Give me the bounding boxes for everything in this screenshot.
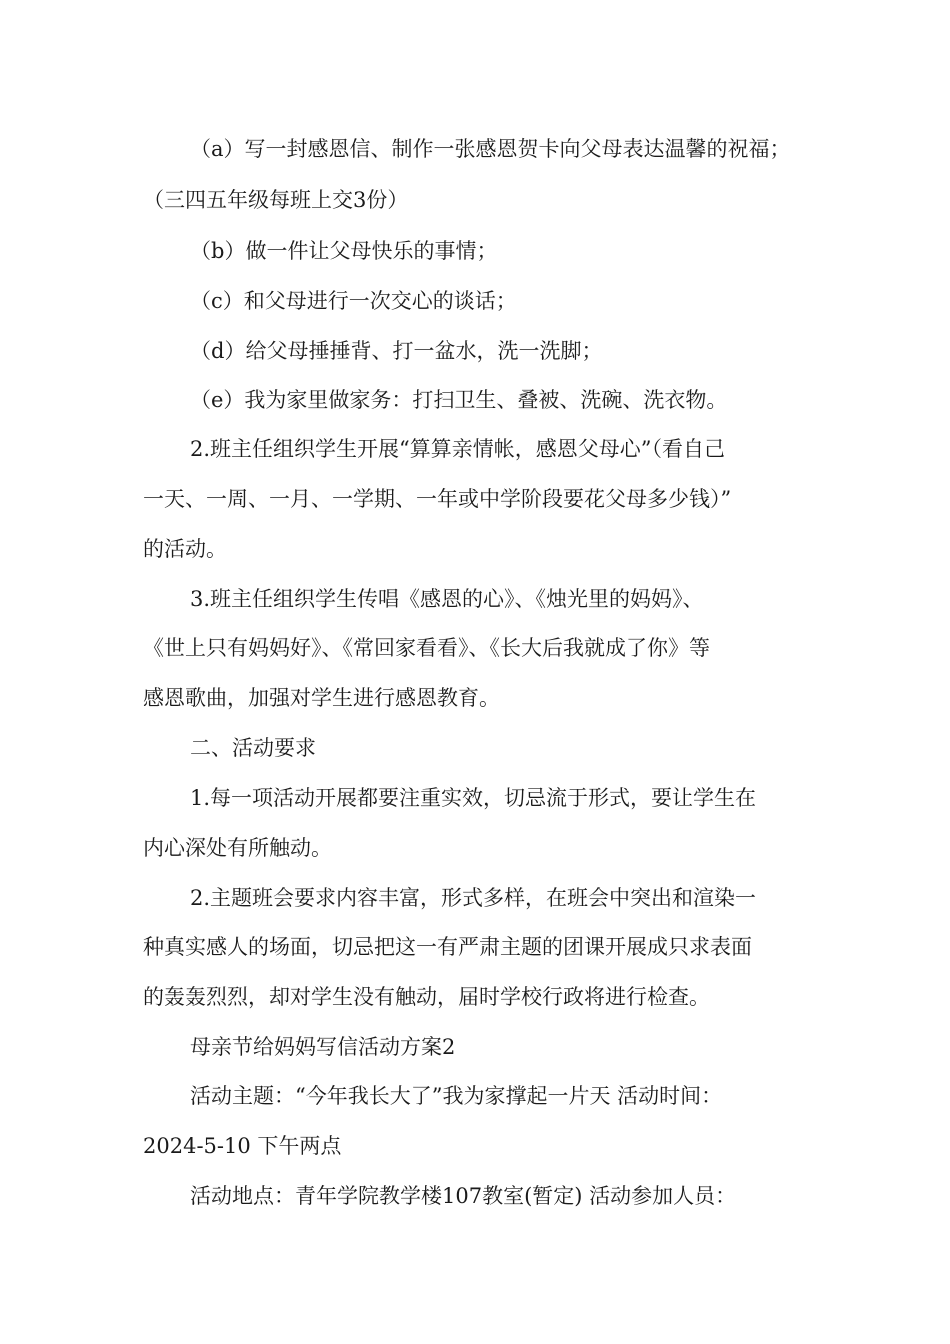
text-line: 1.每一项活动开展都要注重实效，切忌流于形式，要让学生在: [190, 786, 757, 810]
text-line: （d）给父母捶捶背、打一盆水，洗一洗脚；: [190, 339, 603, 363]
text-line: 活动主题：“今年我长大了”我为家撑起一片天 活动时间：: [190, 1084, 723, 1108]
text-line: 种真实感人的场面，切忌把这一有严肃主题的团课开展成只求表面: [143, 935, 752, 959]
text-line: 《世上只有妈妈好》、《常回家看看》、《长大后我就成了你》等: [143, 636, 710, 660]
text-line: 的轰轰烈烈，却对学生没有触动，届时学校行政将进行检查。: [143, 985, 710, 1009]
text-line: （b）做一件让父母快乐的事情；: [190, 239, 498, 263]
text-line: 的活动。: [143, 537, 227, 561]
plan-title: 母亲节给妈妈写信活动方案2: [190, 1035, 456, 1059]
text-line: 2024-5-10 下午两点: [143, 1134, 342, 1158]
section-heading: 二、活动要求: [190, 736, 316, 760]
text-line: 感恩歌曲，加强对学生进行感恩教育。: [143, 686, 500, 710]
text-line: 内心深处有所触动。: [143, 836, 332, 860]
text-line: 2.班主任组织学生开展“算算亲情帐，感恩父母心”（看自己: [190, 437, 726, 461]
text-line: 一天、一周、一月、一学期、一年或中学阶段要花父母多少钱）”: [143, 487, 732, 511]
text-line: （a）写一封感恩信、制作一张感恩贺卡向父母表达温馨的祝福；: [190, 137, 791, 161]
text-line: 2.主题班会要求内容丰富，形式多样，在班会中突出和渲染一: [190, 886, 757, 910]
text-line: 3.班主任组织学生传唱《感恩的心》、《烛光里的妈妈》、: [190, 587, 704, 611]
text-line: （三四五年级每班上交3份）: [143, 188, 409, 212]
text-line: 活动地点：青年学院教学楼107教室(暂定) 活动参加人员：: [190, 1184, 737, 1208]
text-line: （e）我为家里做家务：打扫卫生、叠被、洗碗、洗衣物。: [190, 388, 728, 412]
text-line: （c）和父母进行一次交心的谈话；: [190, 289, 517, 313]
